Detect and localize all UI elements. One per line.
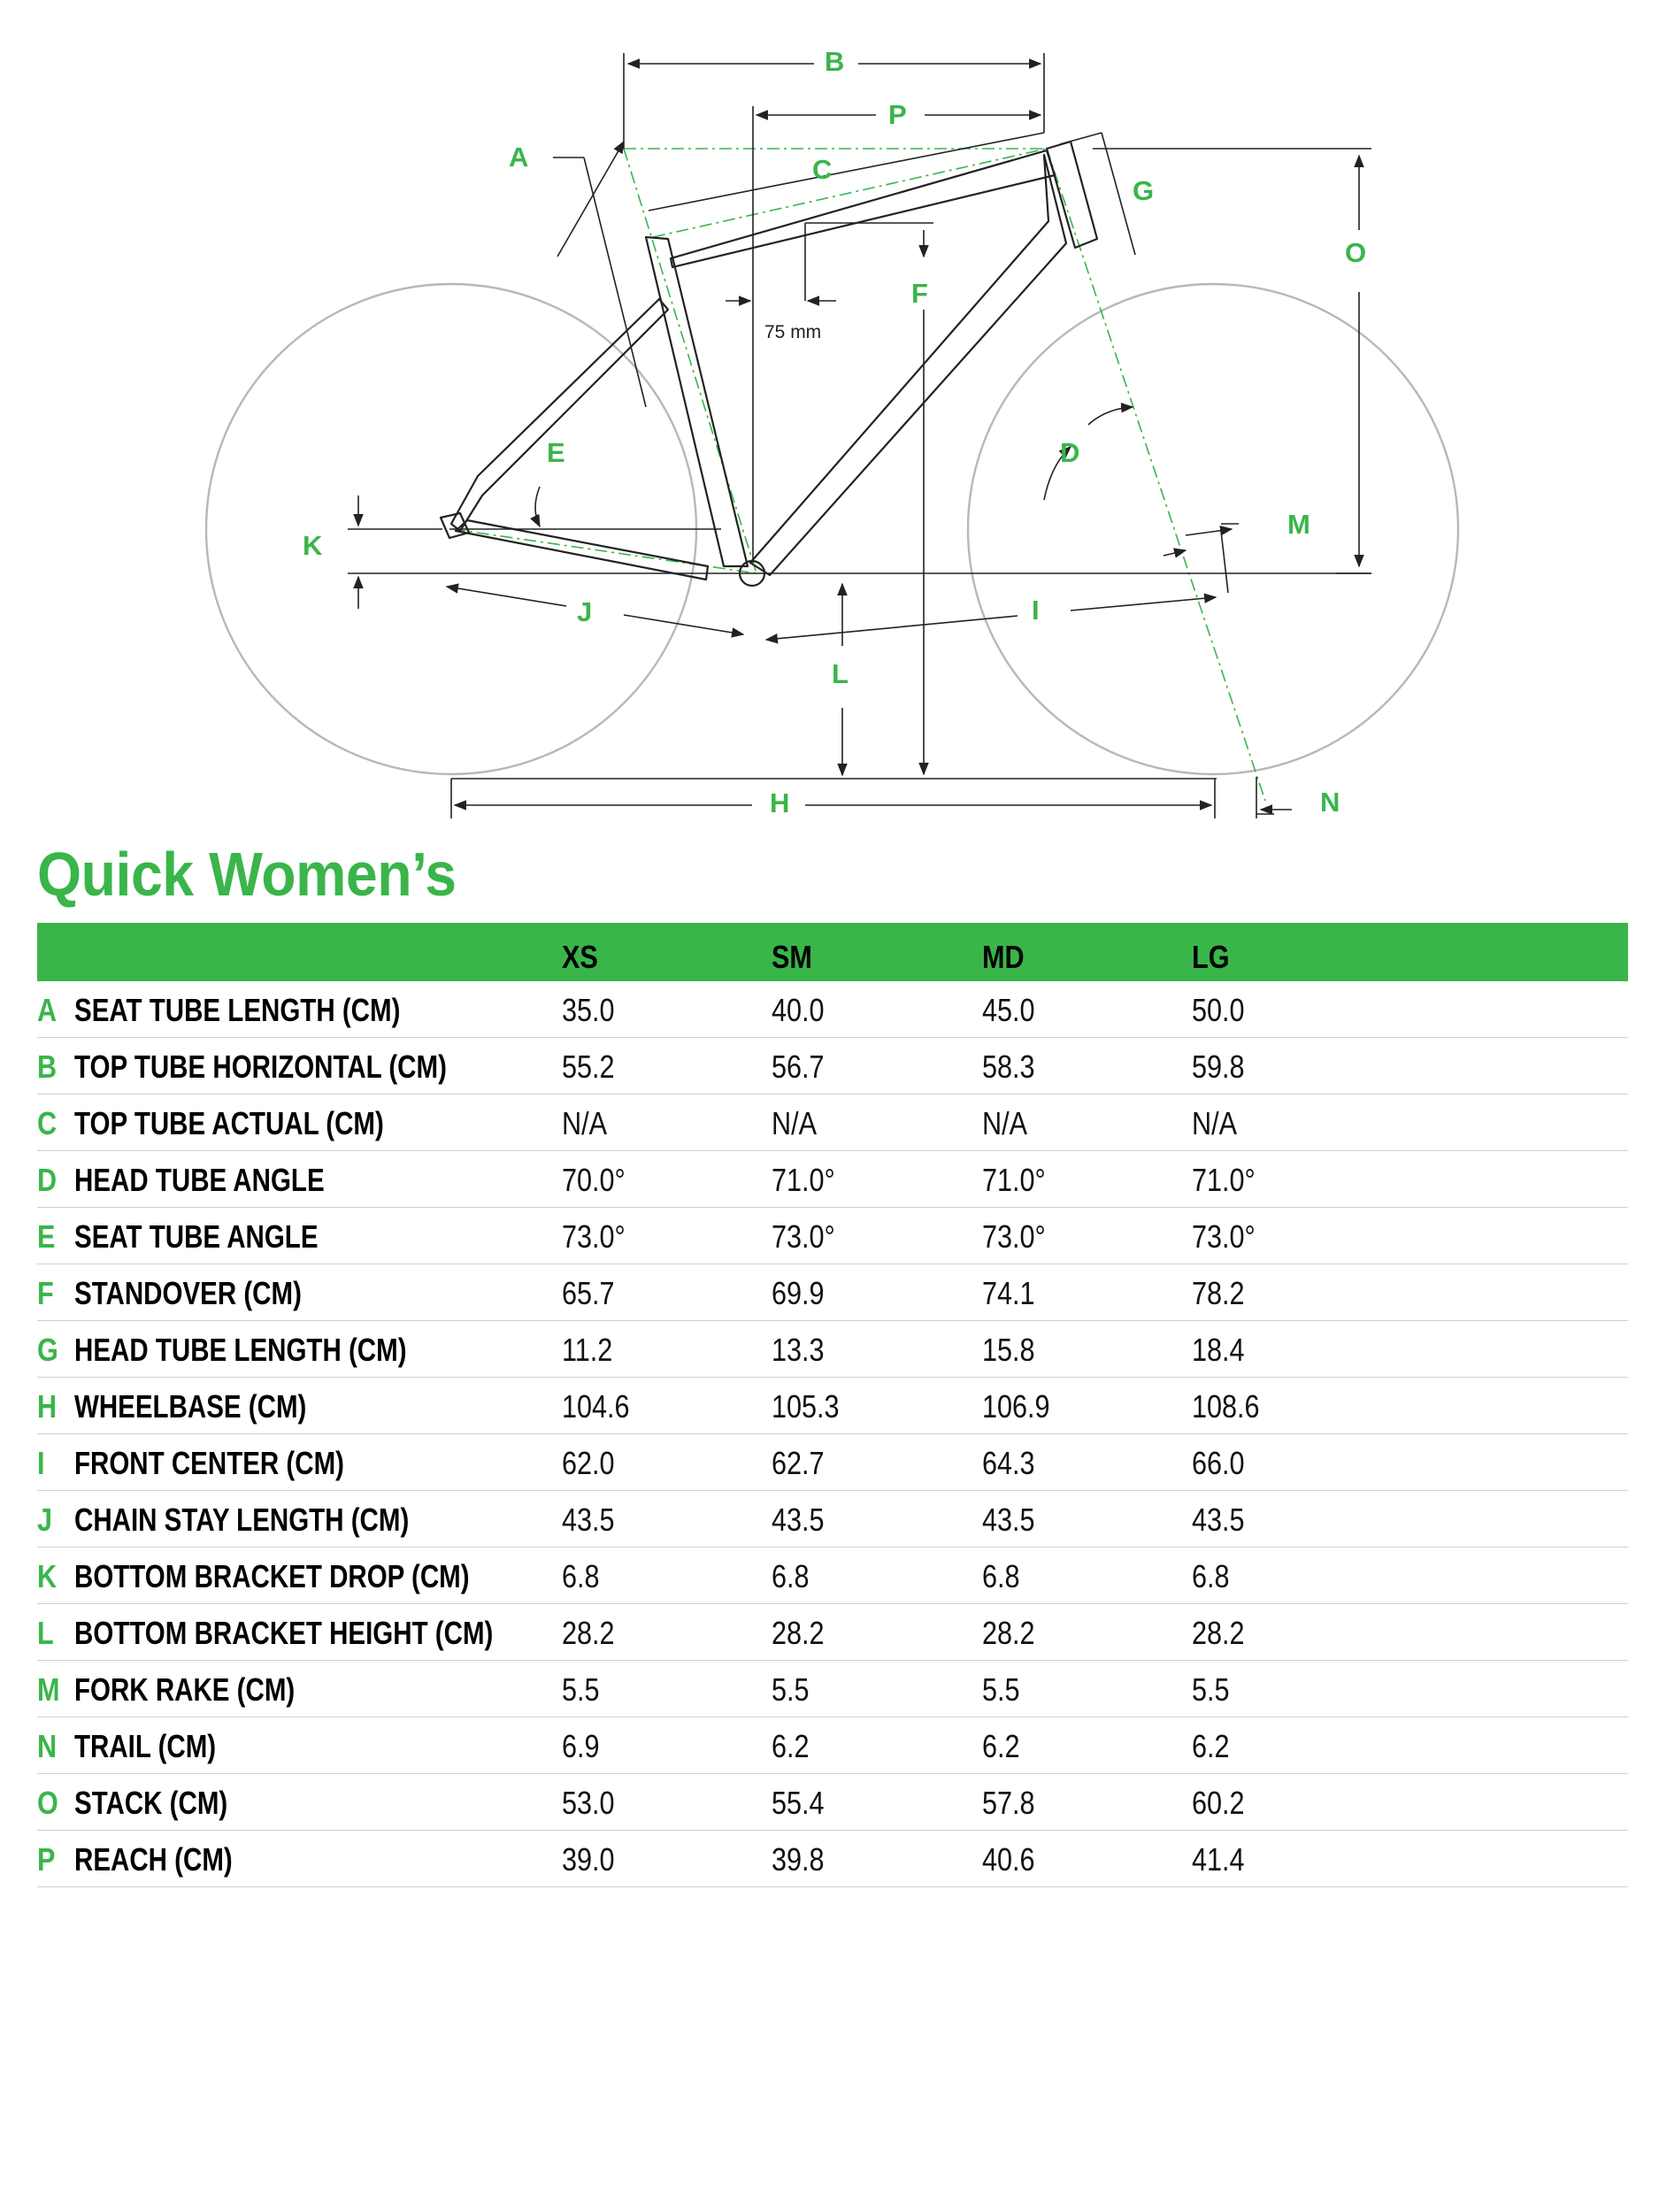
row-value: 5.5 — [562, 1671, 600, 1708]
row-value: 73.0° — [1192, 1218, 1256, 1255]
table-row — [37, 1208, 1628, 1264]
diagram-label-e: E — [547, 437, 565, 468]
table-body — [37, 981, 1628, 1887]
dimension-lines — [348, 53, 1371, 818]
diagram-label-o: O — [1345, 237, 1367, 268]
row-label: HEAD TUBE ANGLE — [74, 1162, 325, 1198]
row-label: REACH (CM) — [74, 1841, 233, 1878]
row-letter: H — [37, 1388, 58, 1425]
row-value: 15.8 — [982, 1332, 1035, 1368]
row-value: 18.4 — [1192, 1332, 1245, 1368]
diagram-label-p: P — [888, 99, 907, 130]
bike-frame — [441, 142, 1097, 586]
row-value: 58.3 — [982, 1048, 1035, 1085]
table-row — [37, 981, 1628, 1038]
row-letter: B — [37, 1048, 58, 1085]
row-letter: D — [37, 1162, 58, 1198]
row-label: BOTTOM BRACKET HEIGHT (CM) — [74, 1615, 494, 1651]
geometry-table — [37, 923, 1628, 1887]
row-value: 62.7 — [772, 1445, 825, 1481]
table-row — [37, 1321, 1628, 1378]
row-label: TOP TUBE HORIZONTAL (CM) — [74, 1048, 447, 1085]
row-value: 6.2 — [1192, 1728, 1230, 1764]
row-value: 6.8 — [772, 1558, 810, 1594]
row-value: 43.5 — [1192, 1502, 1245, 1538]
table-row — [37, 1264, 1628, 1321]
row-value: 65.7 — [562, 1275, 615, 1311]
row-value: 5.5 — [772, 1671, 810, 1708]
table-header — [37, 923, 1628, 981]
page-title: Quick Women’s — [37, 840, 457, 909]
row-value: 108.6 — [1192, 1388, 1260, 1425]
row-label: TOP TUBE ACTUAL (CM) — [74, 1105, 384, 1141]
row-value: 104.6 — [562, 1388, 630, 1425]
diagram-label-g: G — [1133, 175, 1155, 206]
row-label: HEAD TUBE LENGTH (CM) — [74, 1332, 407, 1368]
row-value: N/A — [982, 1105, 1028, 1141]
row-value: 60.2 — [1192, 1785, 1245, 1821]
diagram-label-b: B — [825, 46, 845, 77]
row-value: 40.0 — [772, 992, 825, 1028]
row-value: 57.8 — [982, 1785, 1035, 1821]
row-value: 56.7 — [772, 1048, 825, 1085]
row-value: 6.8 — [1192, 1558, 1230, 1594]
row-label: FRONT CENTER (CM) — [74, 1445, 345, 1481]
row-value: N/A — [772, 1105, 818, 1141]
row-label: TRAIL (CM) — [74, 1728, 217, 1764]
row-letter: L — [37, 1615, 54, 1651]
row-label: SEAT TUBE ANGLE — [74, 1218, 319, 1255]
row-value: 6.8 — [982, 1558, 1020, 1594]
diagram-label-c: C — [812, 154, 833, 185]
diagram-label-d: D — [1060, 437, 1080, 468]
header-size-xs: XS — [562, 939, 598, 975]
row-value: 6.2 — [772, 1728, 810, 1764]
row-value: 43.5 — [772, 1502, 825, 1538]
diagram-label-n: N — [1320, 787, 1340, 818]
bike-geometry-diagram — [0, 0, 1659, 885]
row-letter: F — [37, 1275, 54, 1311]
row-value: 74.1 — [982, 1275, 1035, 1311]
row-value: 28.2 — [562, 1615, 615, 1651]
diagram-label-f: F — [911, 278, 928, 309]
row-value: 69.9 — [772, 1275, 825, 1311]
table-row — [37, 1774, 1628, 1831]
row-value: 71.0° — [1192, 1162, 1256, 1198]
row-label: SEAT TUBE LENGTH (CM) — [74, 992, 401, 1028]
row-label: STACK (CM) — [74, 1785, 228, 1821]
row-value: 39.8 — [772, 1841, 825, 1878]
row-value: 106.9 — [982, 1388, 1050, 1425]
row-value: 5.5 — [1192, 1671, 1230, 1708]
diagram-label-a: A — [509, 142, 529, 173]
row-value: 64.3 — [982, 1445, 1035, 1481]
row-letter: G — [37, 1332, 58, 1368]
table-row — [37, 1604, 1628, 1661]
row-value: 11.2 — [562, 1332, 613, 1368]
table-row — [37, 1548, 1628, 1604]
row-value: 6.2 — [982, 1728, 1020, 1764]
diagram-label-j: J — [577, 596, 593, 627]
row-value: 28.2 — [982, 1615, 1035, 1651]
row-value: N/A — [1192, 1105, 1238, 1141]
row-value: 45.0 — [982, 992, 1035, 1028]
header-size-sm: SM — [772, 939, 812, 975]
row-value: 71.0° — [772, 1162, 835, 1198]
row-value: 43.5 — [982, 1502, 1035, 1538]
table-row — [37, 1094, 1628, 1151]
diagram-label-k: K — [303, 530, 323, 561]
row-value: 50.0 — [1192, 992, 1245, 1028]
table-row — [37, 1038, 1628, 1094]
row-value: 73.0° — [982, 1218, 1046, 1255]
row-letter: N — [37, 1728, 58, 1764]
row-value: 78.2 — [1192, 1275, 1245, 1311]
table-row — [37, 1491, 1628, 1548]
row-letter: J — [37, 1502, 53, 1538]
row-value: 62.0 — [562, 1445, 615, 1481]
table-row — [37, 1661, 1628, 1717]
table-row — [37, 1378, 1628, 1434]
row-value: 35.0 — [562, 992, 615, 1028]
table-row — [37, 1717, 1628, 1774]
row-value: 6.9 — [562, 1728, 600, 1764]
row-letter: P — [37, 1841, 56, 1878]
header-size-md: MD — [982, 939, 1025, 975]
diagram-label-h: H — [770, 787, 790, 818]
row-letter: M — [37, 1671, 60, 1708]
row-value: 41.4 — [1192, 1841, 1245, 1878]
row-label: WHEELBASE (CM) — [74, 1388, 307, 1425]
row-label: FORK RAKE (CM) — [74, 1671, 296, 1708]
row-value: 55.4 — [772, 1785, 825, 1821]
row-value: 73.0° — [562, 1218, 626, 1255]
row-value: 59.8 — [1192, 1048, 1245, 1085]
row-value: 28.2 — [1192, 1615, 1245, 1651]
row-value: 55.2 — [562, 1048, 615, 1085]
row-letter: I — [37, 1445, 45, 1481]
row-value: 13.3 — [772, 1332, 825, 1368]
row-letter: K — [37, 1558, 58, 1594]
row-value: 53.0 — [562, 1785, 615, 1821]
row-value: 43.5 — [562, 1502, 615, 1538]
header-size-lg: LG — [1192, 939, 1230, 975]
row-value: 28.2 — [772, 1615, 825, 1651]
row-label: STANDOVER (CM) — [74, 1275, 302, 1311]
row-value: 5.5 — [982, 1671, 1020, 1708]
row-value: 73.0° — [772, 1218, 835, 1255]
offset-note: 75 mm — [764, 322, 822, 342]
row-value: 71.0° — [982, 1162, 1046, 1198]
row-value: 6.8 — [562, 1558, 600, 1594]
row-label: BOTTOM BRACKET DROP (CM) — [74, 1558, 470, 1594]
table-row — [37, 1831, 1628, 1887]
row-value: 39.0 — [562, 1841, 615, 1878]
row-value: 66.0 — [1192, 1445, 1245, 1481]
diagram-label-i: I — [1032, 595, 1040, 626]
row-value: 70.0° — [562, 1162, 626, 1198]
row-letter: O — [37, 1785, 58, 1821]
row-value: 105.3 — [772, 1388, 840, 1425]
row-letter: A — [37, 992, 58, 1028]
row-value: N/A — [562, 1105, 608, 1141]
row-letter: C — [37, 1105, 58, 1141]
front-wheel — [968, 284, 1458, 774]
row-label: CHAIN STAY LENGTH (CM) — [74, 1502, 410, 1538]
table-row — [37, 1434, 1628, 1491]
row-value: 40.6 — [982, 1841, 1035, 1878]
diagram-label-l: L — [832, 658, 849, 689]
row-letter: E — [37, 1218, 56, 1255]
table-row — [37, 1151, 1628, 1208]
diagram-label-m: M — [1287, 509, 1310, 540]
